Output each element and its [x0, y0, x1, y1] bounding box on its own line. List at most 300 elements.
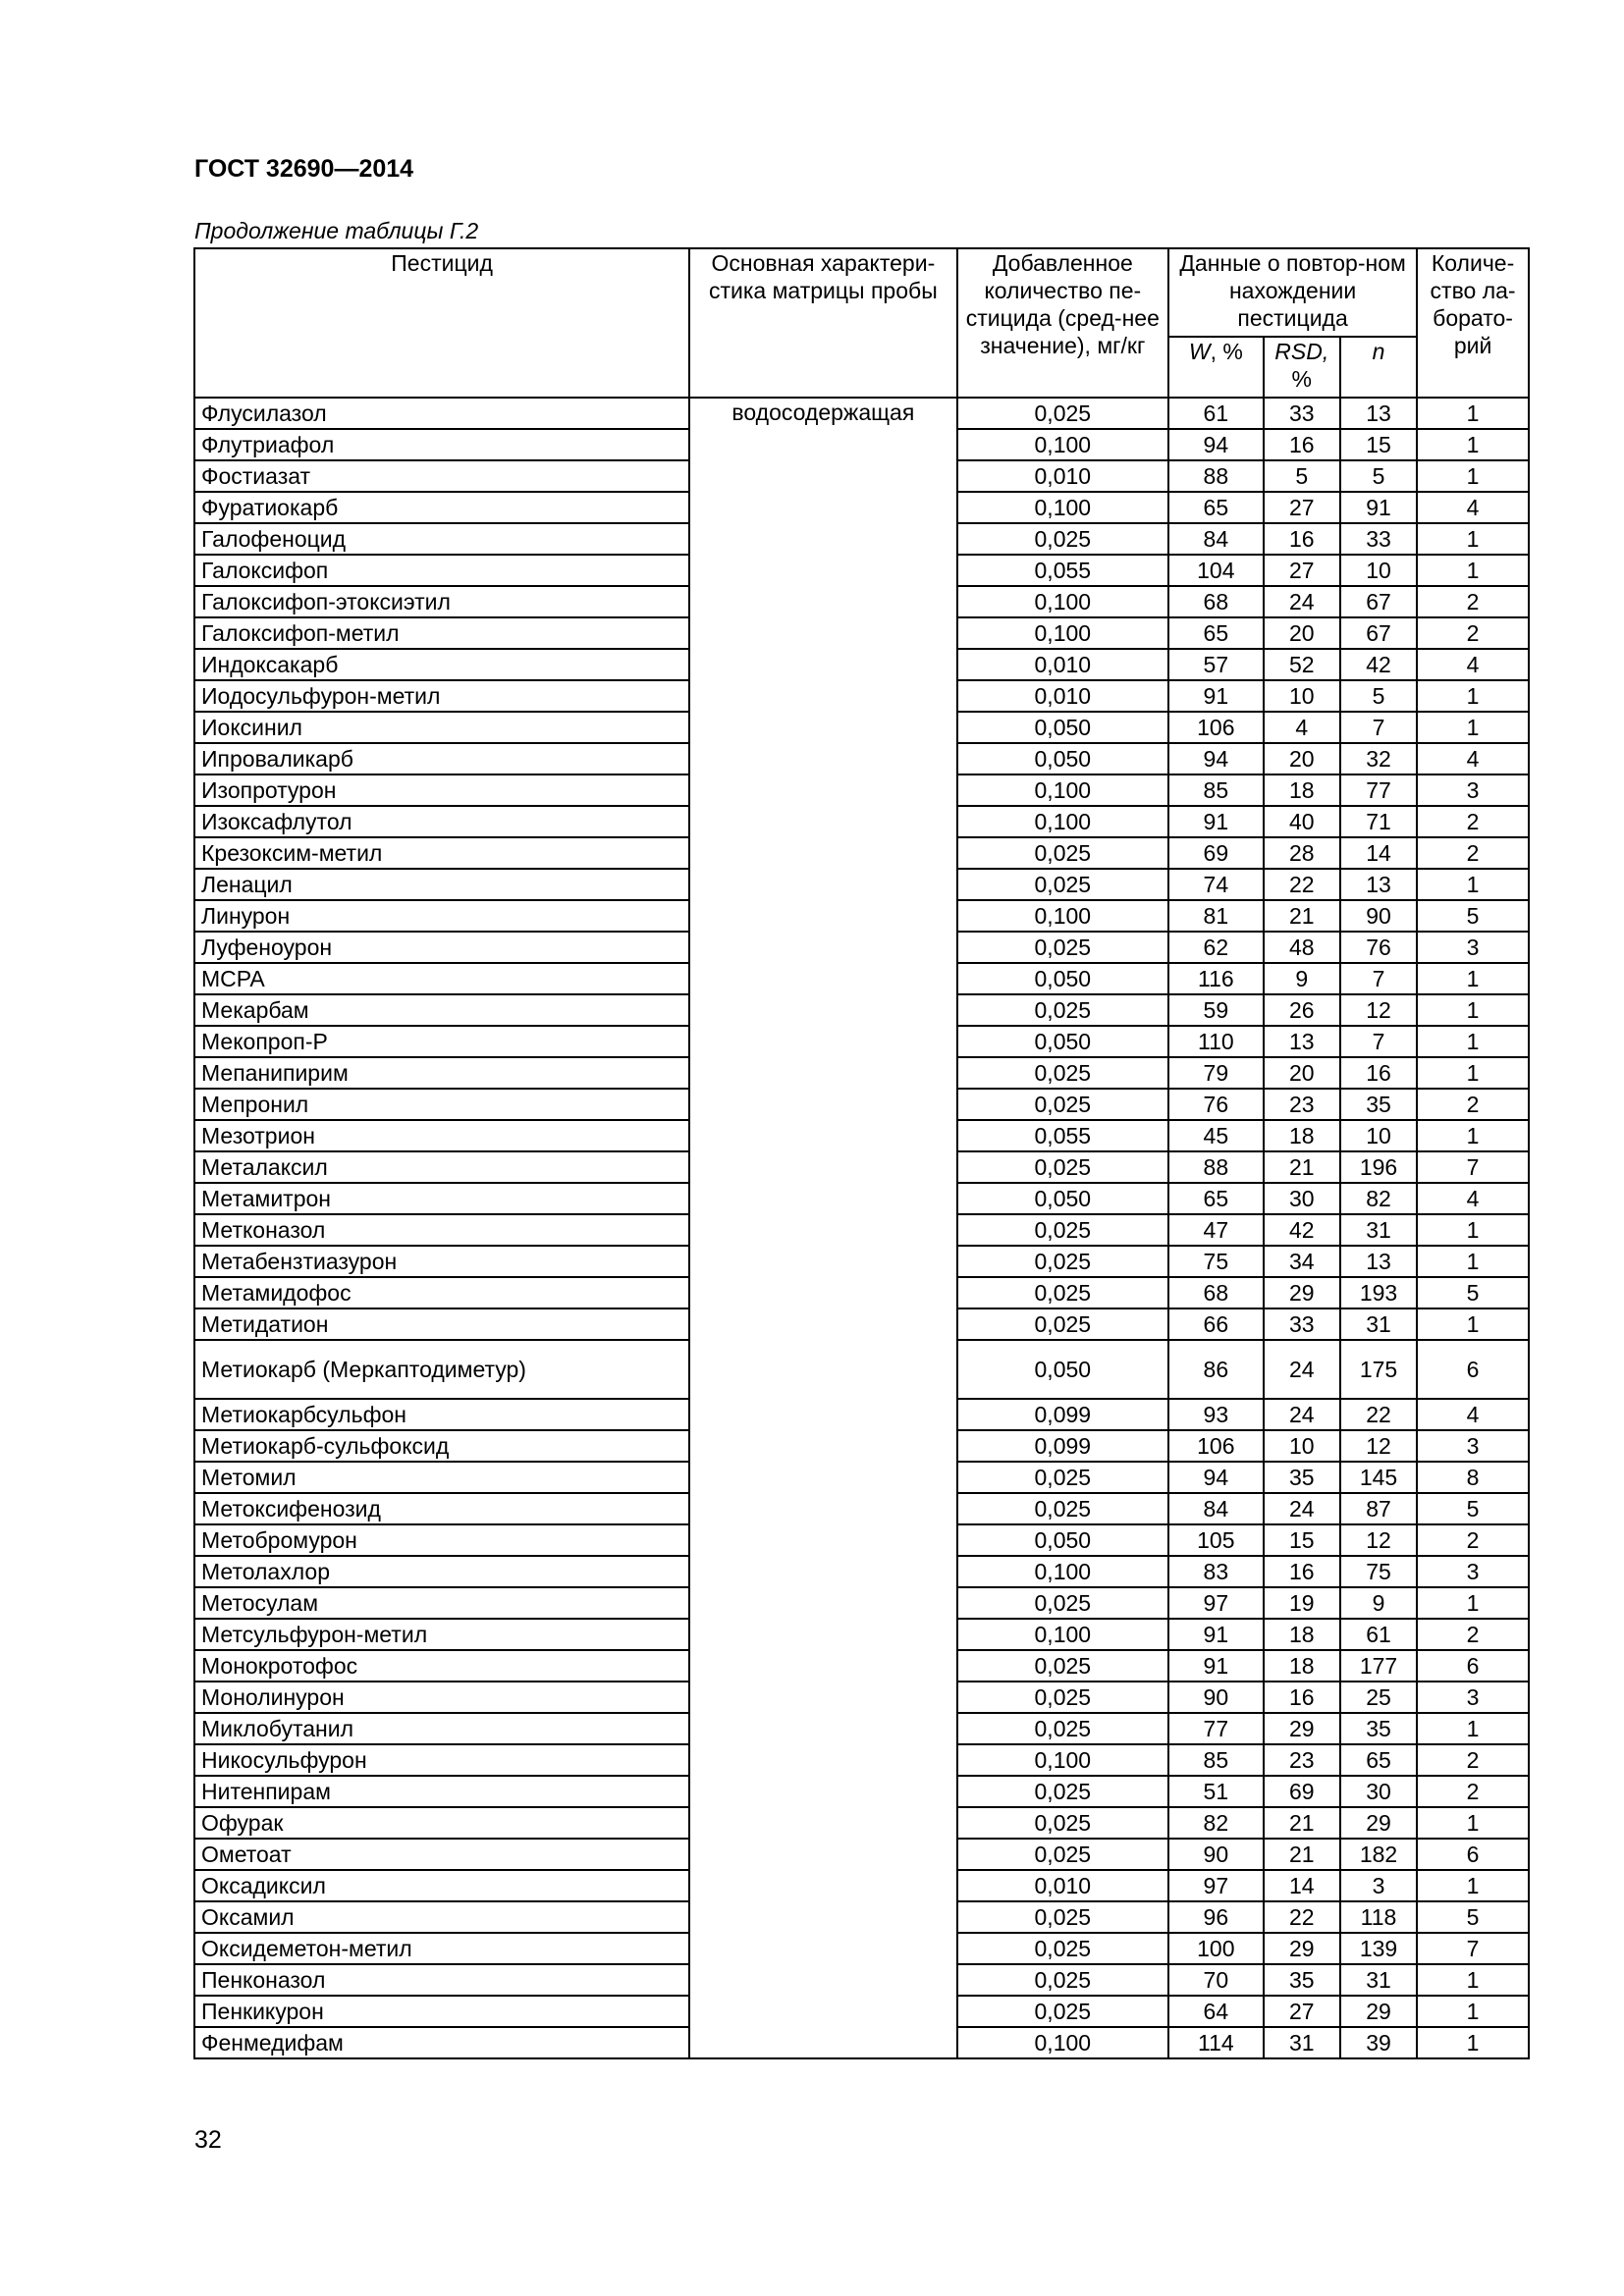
cell-w: 66: [1168, 1308, 1264, 1340]
cell-rsd: 33: [1264, 398, 1340, 429]
cell-rsd: 69: [1264, 1776, 1340, 1807]
cell-lab-count: 1: [1417, 1026, 1529, 1057]
cell-pesticide: Метабензтиазурон: [194, 1246, 689, 1277]
cell-w: 106: [1168, 1430, 1264, 1462]
cell-pesticide: Метиокарбсульфон: [194, 1399, 689, 1430]
cell-lab-count: 1: [1417, 1713, 1529, 1744]
cell-pesticide: Ленацил: [194, 869, 689, 900]
cell-lab-count: 1: [1417, 994, 1529, 1026]
cell-lab-count: 4: [1417, 1399, 1529, 1430]
cell-rsd: 24: [1264, 1340, 1340, 1399]
cell-pesticide: Галоксифоп: [194, 555, 689, 586]
cell-added-amount: 0,025: [957, 1964, 1168, 1996]
cell-lab-count: 2: [1417, 1744, 1529, 1776]
cell-added-amount: 0,099: [957, 1430, 1168, 1462]
cell-added-amount: 0,050: [957, 743, 1168, 774]
cell-added-amount: 0,055: [957, 555, 1168, 586]
cell-added-amount: 0,100: [957, 1744, 1168, 1776]
col-header-w: [1168, 337, 1264, 398]
cell-w: 110: [1168, 1026, 1264, 1057]
cell-w: 90: [1168, 1682, 1264, 1713]
cell-n: 13: [1340, 1246, 1417, 1277]
cell-n: 196: [1340, 1151, 1417, 1183]
cell-rsd: 21: [1264, 1807, 1340, 1839]
cell-n: 12: [1340, 1524, 1417, 1556]
page-number: 32: [194, 2126, 222, 2154]
cell-w: 65: [1168, 617, 1264, 649]
n-symbol: n: [1372, 339, 1385, 364]
cell-lab-count: 1: [1417, 523, 1529, 555]
cell-added-amount: 0,050: [957, 1183, 1168, 1214]
cell-rsd: 19: [1264, 1587, 1340, 1619]
cell-pesticide: Изоксафлутол: [194, 806, 689, 837]
cell-rsd: 31: [1264, 2027, 1340, 2058]
cell-lab-count: 6: [1417, 1340, 1529, 1399]
cell-pesticide: Мепанипирим: [194, 1057, 689, 1089]
cell-lab-count: 2: [1417, 806, 1529, 837]
cell-lab-count: 6: [1417, 1650, 1529, 1682]
cell-n: 71: [1340, 806, 1417, 837]
cell-rsd: 27: [1264, 555, 1340, 586]
cell-w: 85: [1168, 774, 1264, 806]
cell-lab-count: 7: [1417, 1933, 1529, 1964]
cell-pesticide: Галоксифоп-метил: [194, 617, 689, 649]
cell-n: 29: [1340, 1807, 1417, 1839]
cell-added-amount: 0,025: [957, 1246, 1168, 1277]
cell-lab-count: 8: [1417, 1462, 1529, 1493]
cell-pesticide: Крезоксим-метил: [194, 837, 689, 869]
cell-w: 84: [1168, 523, 1264, 555]
cell-lab-count: 1: [1417, 1587, 1529, 1619]
cell-added-amount: 0,025: [957, 1462, 1168, 1493]
cell-lab-count: 3: [1417, 1682, 1529, 1713]
cell-rsd: 28: [1264, 837, 1340, 869]
cell-w: 68: [1168, 1277, 1264, 1308]
cell-pesticide: Оксидеметон-метил: [194, 1933, 689, 1964]
cell-w: 97: [1168, 1587, 1264, 1619]
cell-lab-count: 4: [1417, 1183, 1529, 1214]
cell-pesticide: Ометоат: [194, 1839, 689, 1870]
cell-n: 5: [1340, 680, 1417, 712]
cell-rsd: 13: [1264, 1026, 1340, 1057]
cell-lab-count: 1: [1417, 2027, 1529, 2058]
cell-added-amount: 0,025: [957, 1776, 1168, 1807]
cell-pesticide: Метобромурон: [194, 1524, 689, 1556]
cell-n: 13: [1340, 398, 1417, 429]
cell-n: 118: [1340, 1901, 1417, 1933]
cell-rsd: 16: [1264, 1556, 1340, 1587]
cell-pesticide: Метосулам: [194, 1587, 689, 1619]
cell-pesticide: Мекарбам: [194, 994, 689, 1026]
cell-lab-count: 3: [1417, 1556, 1529, 1587]
cell-rsd: 20: [1264, 743, 1340, 774]
cell-n: 7: [1340, 1026, 1417, 1057]
cell-lab-count: 5: [1417, 900, 1529, 932]
cell-n: 29: [1340, 1996, 1417, 2027]
cell-w: 106: [1168, 712, 1264, 743]
cell-rsd: 14: [1264, 1870, 1340, 1901]
cell-rsd: 21: [1264, 900, 1340, 932]
cell-added-amount: 0,025: [957, 1933, 1168, 1964]
cell-n: 67: [1340, 617, 1417, 649]
cell-pesticide: Металаксил: [194, 1151, 689, 1183]
cell-n: 35: [1340, 1713, 1417, 1744]
cell-rsd: 24: [1264, 1493, 1340, 1524]
cell-rsd: 27: [1264, 492, 1340, 523]
cell-pesticide: Метидатион: [194, 1308, 689, 1340]
cell-rsd: 22: [1264, 869, 1340, 900]
cell-pesticide: Флутриафол: [194, 429, 689, 460]
rsd-symbol: RSD,: [1274, 339, 1329, 364]
cell-n: 33: [1340, 523, 1417, 555]
cell-matrix: водосодержащая: [689, 398, 956, 2058]
cell-added-amount: 0,100: [957, 1556, 1168, 1587]
cell-w: 91: [1168, 1619, 1264, 1650]
cell-pesticide: Индоксакарб: [194, 649, 689, 680]
cell-pesticide: Метамидофос: [194, 1277, 689, 1308]
cell-w: 62: [1168, 932, 1264, 963]
cell-added-amount: 0,100: [957, 806, 1168, 837]
cell-w: 94: [1168, 1462, 1264, 1493]
cell-rsd: 24: [1264, 586, 1340, 617]
table-body: [194, 398, 1529, 2058]
cell-added-amount: 0,025: [957, 1057, 1168, 1089]
cell-w: 94: [1168, 429, 1264, 460]
cell-lab-count: 2: [1417, 1089, 1529, 1120]
document-header: ГОСТ 32690—2014: [194, 155, 414, 183]
cell-lab-count: 2: [1417, 617, 1529, 649]
cell-n: 12: [1340, 1430, 1417, 1462]
cell-pesticide: Пенконазол: [194, 1964, 689, 1996]
cell-n: 76: [1340, 932, 1417, 963]
cell-lab-count: 5: [1417, 1493, 1529, 1524]
cell-added-amount: 0,025: [957, 932, 1168, 963]
cell-lab-count: 1: [1417, 1807, 1529, 1839]
cell-pesticide: Метоксифенозид: [194, 1493, 689, 1524]
cell-rsd: 21: [1264, 1151, 1340, 1183]
cell-n: 39: [1340, 2027, 1417, 2058]
cell-added-amount: 0,100: [957, 1619, 1168, 1650]
cell-pesticide: Миклобутанил: [194, 1713, 689, 1744]
cell-n: 145: [1340, 1462, 1417, 1493]
cell-w: 70: [1168, 1964, 1264, 1996]
cell-w: 74: [1168, 869, 1264, 900]
cell-pesticide: Иоксинил: [194, 712, 689, 743]
cell-added-amount: 0,050: [957, 1340, 1168, 1399]
cell-w: 76: [1168, 1089, 1264, 1120]
cell-pesticide: Никосульфурон: [194, 1744, 689, 1776]
cell-lab-count: 1: [1417, 1057, 1529, 1089]
cell-added-amount: 0,010: [957, 1870, 1168, 1901]
cell-added-amount: 0,025: [957, 1151, 1168, 1183]
cell-w: 114: [1168, 2027, 1264, 2058]
cell-w: 59: [1168, 994, 1264, 1026]
cell-rsd: 16: [1264, 1682, 1340, 1713]
cell-w: 64: [1168, 1996, 1264, 2027]
cell-n: 35: [1340, 1089, 1417, 1120]
cell-rsd: 30: [1264, 1183, 1340, 1214]
cell-lab-count: 5: [1417, 1901, 1529, 1933]
cell-w: 85: [1168, 1744, 1264, 1776]
cell-w: 104: [1168, 555, 1264, 586]
cell-n: 82: [1340, 1183, 1417, 1214]
cell-lab-count: 2: [1417, 586, 1529, 617]
col-header-recovery-data: Данные о повтор-ном нахождении пестицида: [1168, 248, 1417, 337]
cell-added-amount: 0,050: [957, 963, 1168, 994]
cell-n: 5: [1340, 460, 1417, 492]
cell-rsd: 40: [1264, 806, 1340, 837]
cell-n: 13: [1340, 869, 1417, 900]
cell-rsd: 35: [1264, 1964, 1340, 1996]
cell-lab-count: 1: [1417, 1964, 1529, 1996]
cell-rsd: 18: [1264, 1120, 1340, 1151]
col-header-pesticide: Пестицид: [194, 248, 689, 398]
table-head: [194, 248, 1529, 398]
cell-w: 51: [1168, 1776, 1264, 1807]
cell-pesticide: Офурак: [194, 1807, 689, 1839]
cell-added-amount: 0,025: [957, 994, 1168, 1026]
cell-pesticide: Линурон: [194, 900, 689, 932]
cell-rsd: 29: [1264, 1933, 1340, 1964]
cell-rsd: 10: [1264, 680, 1340, 712]
cell-pesticide: Изопротурон: [194, 774, 689, 806]
cell-lab-count: 4: [1417, 743, 1529, 774]
cell-lab-count: 1: [1417, 1308, 1529, 1340]
cell-lab-count: 2: [1417, 837, 1529, 869]
cell-rsd: 26: [1264, 994, 1340, 1026]
rsd-unit: %: [1291, 366, 1312, 392]
cell-lab-count: 2: [1417, 1619, 1529, 1650]
cell-n: 77: [1340, 774, 1417, 806]
cell-added-amount: 0,025: [957, 1996, 1168, 2027]
cell-lab-count: 3: [1417, 932, 1529, 963]
cell-w: 83: [1168, 1556, 1264, 1587]
w-unit: , %: [1210, 339, 1243, 364]
table-caption: Продолжение таблицы Г.2: [194, 218, 479, 243]
cell-rsd: 20: [1264, 617, 1340, 649]
cell-n: 42: [1340, 649, 1417, 680]
cell-lab-count: 7: [1417, 1151, 1529, 1183]
cell-added-amount: 0,025: [957, 837, 1168, 869]
cell-pesticide: Пенкикурон: [194, 1996, 689, 2027]
cell-added-amount: 0,025: [957, 869, 1168, 900]
cell-added-amount: 0,025: [957, 1901, 1168, 1933]
cell-n: 15: [1340, 429, 1417, 460]
cell-pesticide: Флусилазол: [194, 398, 689, 429]
col-header-added-amount: Добавленное количество пе-стицида (сред-нее значение), мг/кг: [957, 248, 1168, 398]
cell-w: 84: [1168, 1493, 1264, 1524]
cell-n: 90: [1340, 900, 1417, 932]
cell-rsd: 34: [1264, 1246, 1340, 1277]
cell-pesticide: Галоксифоп-этоксиэтил: [194, 586, 689, 617]
cell-lab-count: 1: [1417, 398, 1529, 429]
cell-lab-count: 1: [1417, 1870, 1529, 1901]
cell-rsd: 5: [1264, 460, 1340, 492]
cell-rsd: 52: [1264, 649, 1340, 680]
cell-rsd: 15: [1264, 1524, 1340, 1556]
cell-pesticide: Метомил: [194, 1462, 689, 1493]
cell-added-amount: 0,025: [957, 398, 1168, 429]
cell-n: 9: [1340, 1587, 1417, 1619]
cell-w: 91: [1168, 806, 1264, 837]
cell-lab-count: 3: [1417, 1430, 1529, 1462]
cell-rsd: 16: [1264, 429, 1340, 460]
cell-w: 94: [1168, 743, 1264, 774]
cell-rsd: 22: [1264, 1901, 1340, 1933]
cell-lab-count: 4: [1417, 649, 1529, 680]
cell-added-amount: 0,025: [957, 1682, 1168, 1713]
cell-w: 88: [1168, 1151, 1264, 1183]
cell-added-amount: 0,025: [957, 1214, 1168, 1246]
cell-added-amount: 0,010: [957, 680, 1168, 712]
cell-rsd: 18: [1264, 774, 1340, 806]
cell-lab-count: 1: [1417, 1120, 1529, 1151]
cell-added-amount: 0,100: [957, 492, 1168, 523]
cell-rsd: 35: [1264, 1462, 1340, 1493]
cell-rsd: 42: [1264, 1214, 1340, 1246]
cell-pesticide: Фуратиокарб: [194, 492, 689, 523]
cell-lab-count: 2: [1417, 1524, 1529, 1556]
cell-pesticide: Метсульфурон-метил: [194, 1619, 689, 1650]
table-row: [194, 398, 1529, 429]
cell-added-amount: 0,100: [957, 586, 1168, 617]
cell-n: 193: [1340, 1277, 1417, 1308]
cell-added-amount: 0,025: [957, 1308, 1168, 1340]
cell-rsd: 9: [1264, 963, 1340, 994]
cell-w: 77: [1168, 1713, 1264, 1744]
cell-rsd: 16: [1264, 523, 1340, 555]
cell-w: 105: [1168, 1524, 1264, 1556]
cell-n: 7: [1340, 712, 1417, 743]
cell-lab-count: 1: [1417, 460, 1529, 492]
cell-added-amount: 0,100: [957, 429, 1168, 460]
cell-n: 175: [1340, 1340, 1417, 1399]
cell-added-amount: 0,050: [957, 1026, 1168, 1057]
cell-rsd: 10: [1264, 1430, 1340, 1462]
cell-added-amount: 0,100: [957, 617, 1168, 649]
cell-pesticide: Метиокарб-сульфоксид: [194, 1430, 689, 1462]
cell-n: 10: [1340, 555, 1417, 586]
cell-n: 31: [1340, 1214, 1417, 1246]
cell-w: 96: [1168, 1901, 1264, 1933]
cell-pesticide: Оксадиксил: [194, 1870, 689, 1901]
cell-n: 182: [1340, 1839, 1417, 1870]
cell-n: 10: [1340, 1120, 1417, 1151]
cell-rsd: 18: [1264, 1619, 1340, 1650]
w-symbol: W: [1188, 339, 1211, 364]
cell-pesticide: Оксамил: [194, 1901, 689, 1933]
cell-added-amount: 0,025: [957, 1650, 1168, 1682]
cell-pesticide: Ипроваликарб: [194, 743, 689, 774]
cell-lab-count: 1: [1417, 1246, 1529, 1277]
cell-pesticide: Луфеноурон: [194, 932, 689, 963]
cell-n: 22: [1340, 1399, 1417, 1430]
cell-lab-count: 1: [1417, 1214, 1529, 1246]
cell-pesticide: MCPA: [194, 963, 689, 994]
cell-w: 61: [1168, 398, 1264, 429]
cell-n: 31: [1340, 1308, 1417, 1340]
cell-pesticide: Метолахлор: [194, 1556, 689, 1587]
cell-w: 93: [1168, 1399, 1264, 1430]
cell-w: 82: [1168, 1807, 1264, 1839]
cell-w: 57: [1168, 649, 1264, 680]
cell-rsd: 4: [1264, 712, 1340, 743]
cell-w: 100: [1168, 1933, 1264, 1964]
cell-lab-count: 1: [1417, 429, 1529, 460]
cell-w: 65: [1168, 492, 1264, 523]
cell-pesticide: Галофеноцид: [194, 523, 689, 555]
cell-w: 97: [1168, 1870, 1264, 1901]
cell-added-amount: 0,025: [957, 1587, 1168, 1619]
cell-pesticide: Метиокарб (Меркаптодиметур): [194, 1340, 689, 1399]
cell-pesticide: Нитенпирам: [194, 1776, 689, 1807]
cell-n: 7: [1340, 963, 1417, 994]
cell-added-amount: 0,050: [957, 1524, 1168, 1556]
cell-n: 177: [1340, 1650, 1417, 1682]
cell-n: 3: [1340, 1870, 1417, 1901]
cell-rsd: 24: [1264, 1399, 1340, 1430]
cell-n: 14: [1340, 837, 1417, 869]
cell-added-amount: 0,099: [957, 1399, 1168, 1430]
cell-added-amount: 0,050: [957, 712, 1168, 743]
cell-lab-count: 2: [1417, 1776, 1529, 1807]
cell-w: 86: [1168, 1340, 1264, 1399]
cell-rsd: 33: [1264, 1308, 1340, 1340]
col-header-n: [1340, 337, 1417, 398]
cell-rsd: 20: [1264, 1057, 1340, 1089]
cell-added-amount: 0,025: [957, 1089, 1168, 1120]
cell-n: 75: [1340, 1556, 1417, 1587]
cell-pesticide: Метконазол: [194, 1214, 689, 1246]
cell-pesticide: Фостиазат: [194, 460, 689, 492]
cell-w: 90: [1168, 1839, 1264, 1870]
cell-w: 65: [1168, 1183, 1264, 1214]
cell-pesticide: Иодосульфурон-метил: [194, 680, 689, 712]
cell-added-amount: 0,055: [957, 1120, 1168, 1151]
cell-rsd: 21: [1264, 1839, 1340, 1870]
cell-added-amount: 0,025: [957, 523, 1168, 555]
cell-w: 47: [1168, 1214, 1264, 1246]
cell-lab-count: 6: [1417, 1839, 1529, 1870]
cell-n: 67: [1340, 586, 1417, 617]
col-header-rsd: [1264, 337, 1340, 398]
cell-w: 68: [1168, 586, 1264, 617]
cell-w: 69: [1168, 837, 1264, 869]
cell-pesticide: Фенмедифам: [194, 2027, 689, 2058]
cell-n: 32: [1340, 743, 1417, 774]
cell-added-amount: 0,100: [957, 774, 1168, 806]
cell-rsd: 23: [1264, 1089, 1340, 1120]
cell-n: 30: [1340, 1776, 1417, 1807]
cell-rsd: 27: [1264, 1996, 1340, 2027]
cell-pesticide: Мепронил: [194, 1089, 689, 1120]
cell-lab-count: 1: [1417, 1996, 1529, 2027]
cell-rsd: 29: [1264, 1277, 1340, 1308]
cell-added-amount: 0,100: [957, 900, 1168, 932]
cell-pesticide: Метамитрон: [194, 1183, 689, 1214]
cell-n: 87: [1340, 1493, 1417, 1524]
cell-n: 25: [1340, 1682, 1417, 1713]
cell-n: 12: [1340, 994, 1417, 1026]
cell-n: 16: [1340, 1057, 1417, 1089]
cell-n: 91: [1340, 492, 1417, 523]
cell-lab-count: 5: [1417, 1277, 1529, 1308]
cell-pesticide: Монолинурон: [194, 1682, 689, 1713]
cell-w: 75: [1168, 1246, 1264, 1277]
recovery-data-table: [193, 247, 1530, 2059]
cell-n: 61: [1340, 1619, 1417, 1650]
cell-rsd: 23: [1264, 1744, 1340, 1776]
